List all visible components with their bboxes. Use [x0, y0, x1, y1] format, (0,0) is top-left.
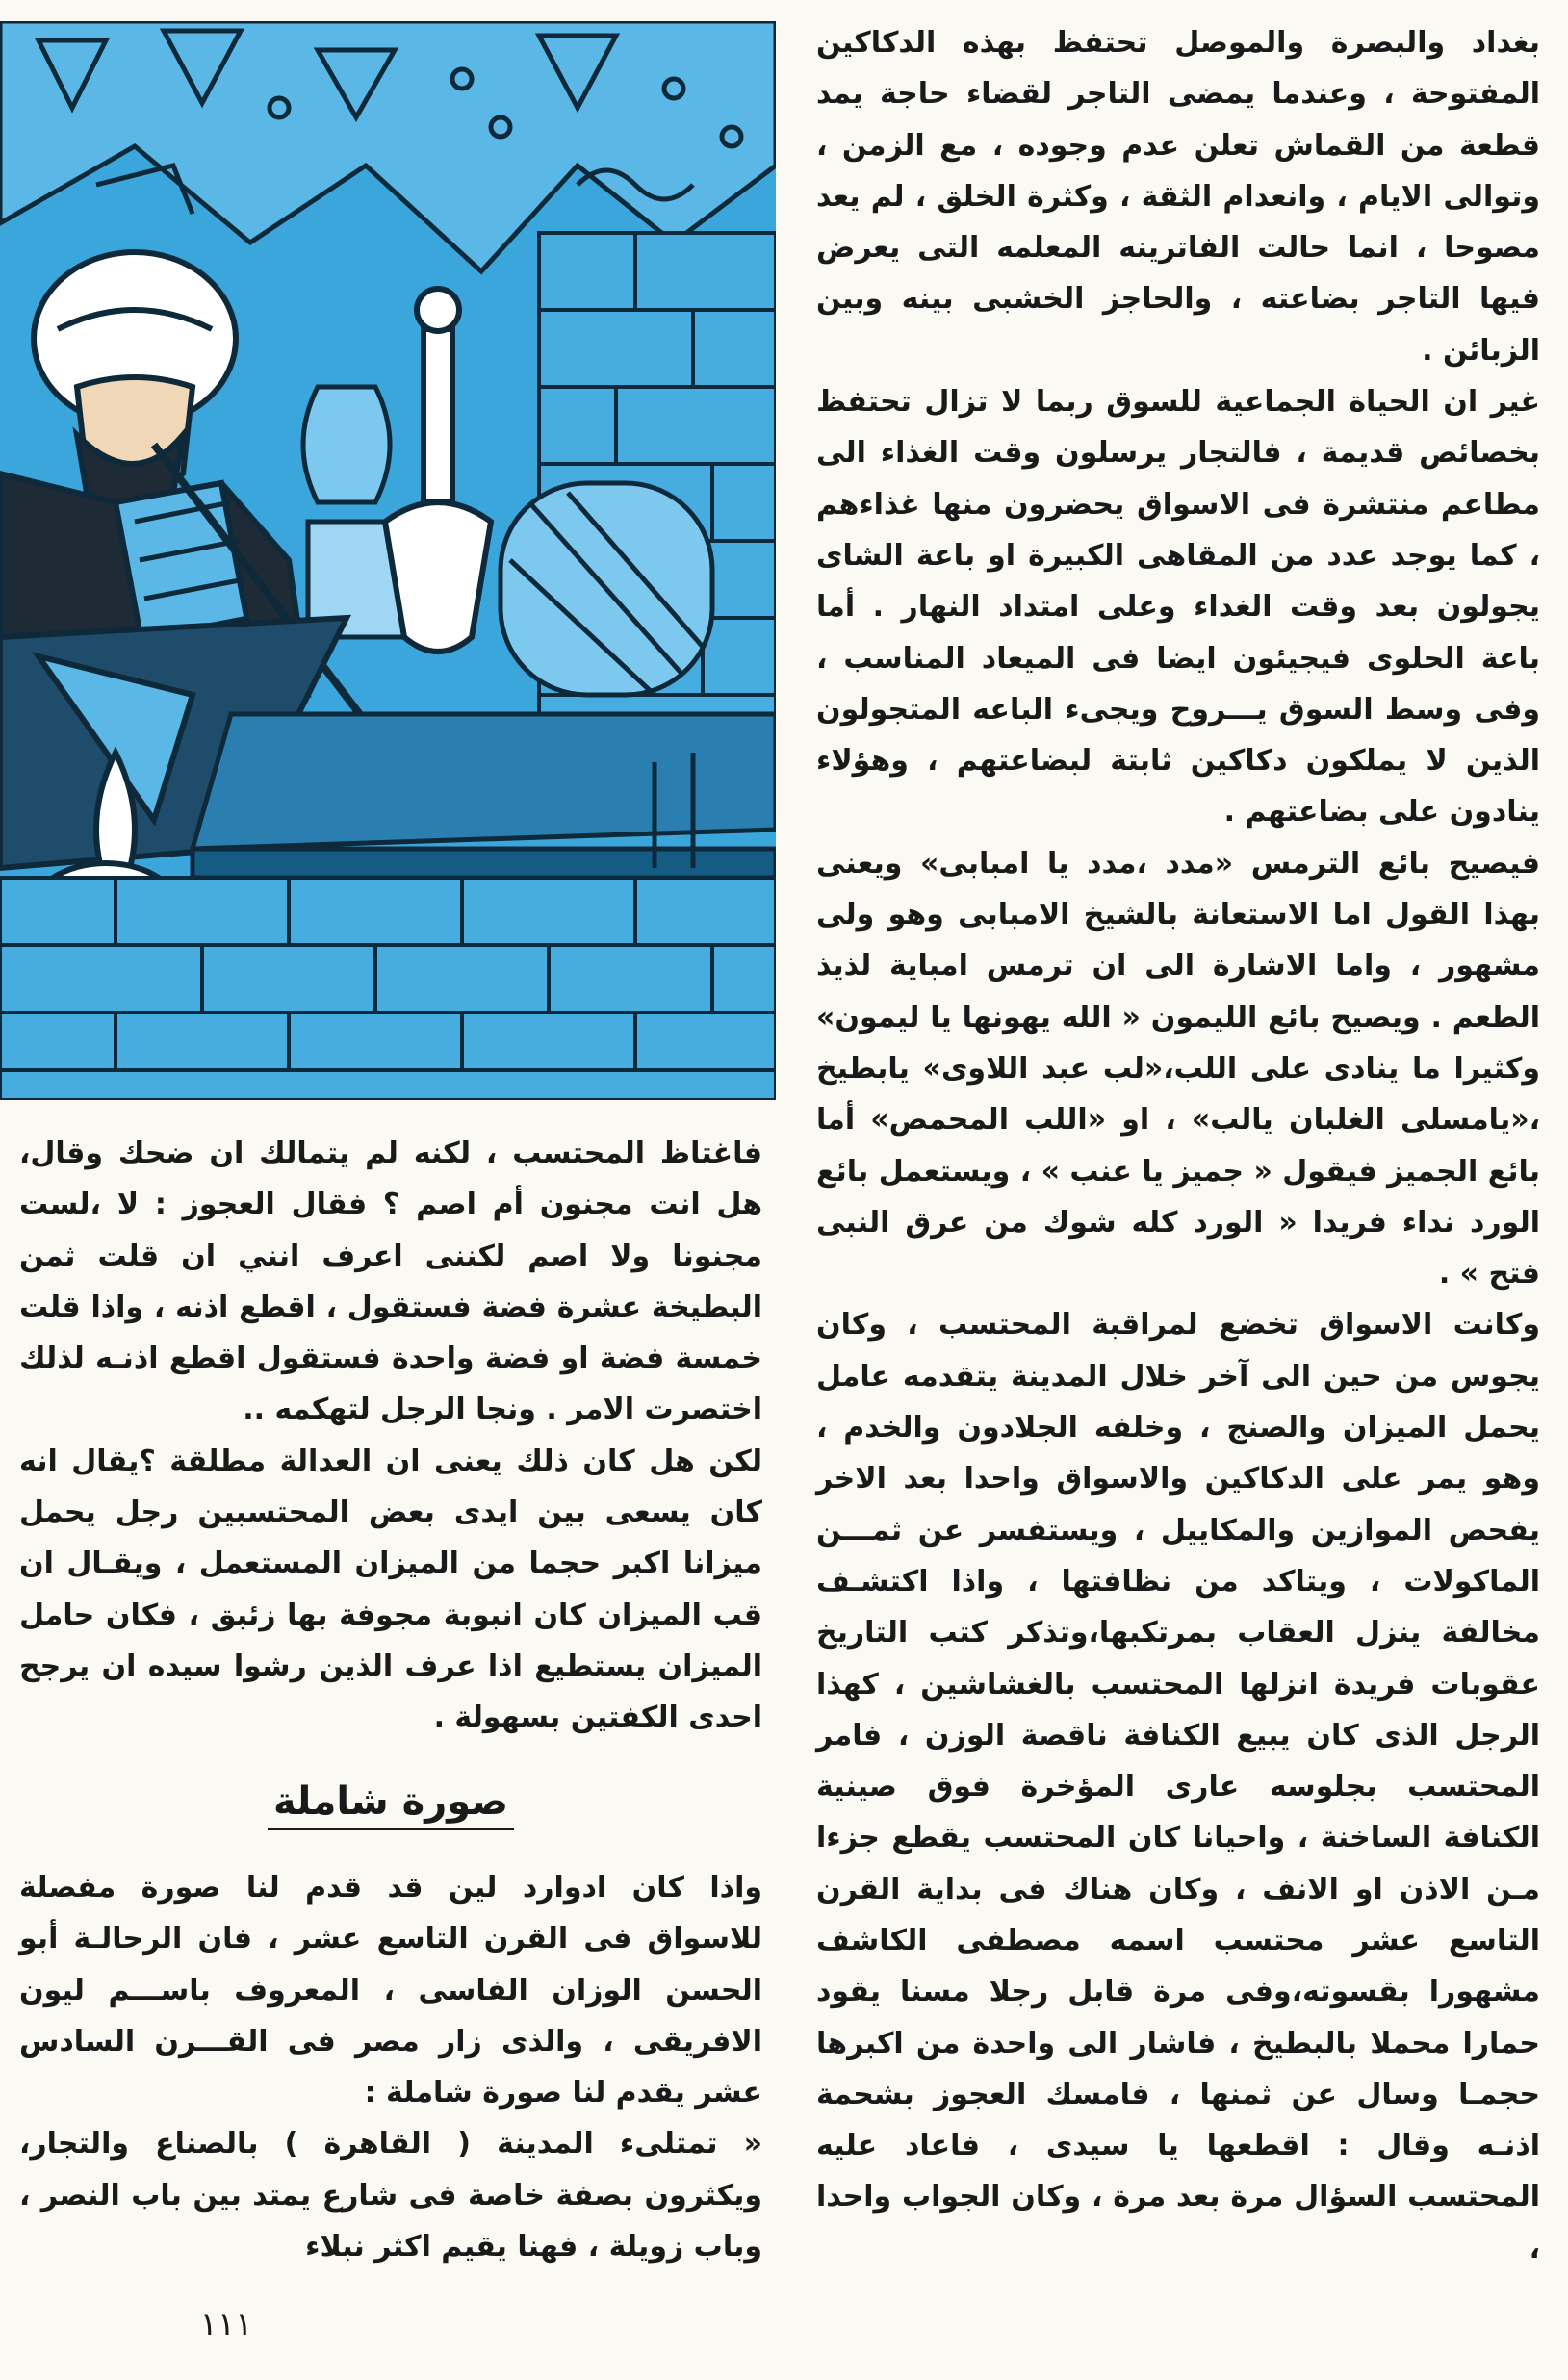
- illustration-coffeehouse: [0, 21, 776, 1100]
- subheading-text: صورة شاملة: [268, 1779, 514, 1830]
- article-column-left-bottom: [19, 1862, 762, 2272]
- illustration-drawing: [0, 21, 776, 1100]
- page-number: ١١١: [199, 2305, 253, 2343]
- paragraph: بغداد والبصرة والموصل تحتفظ بهذه الدكاكين المفتوحة ، وعندما يمضى التاجر لقضاء حاجة يمد قطعة من القماش تعلن عدم وجوده ، مع الزمن ، وتوالى الايام ، وانعدام الثقة ، وكثرة الخلق ، لم يعد مصوحا ، انما حالت الفاترينه المعلمه التى يعرض فيها التاجر بضاعته ، والحاجز الخشبى بينه وبين الزبائن .: [816, 26, 1540, 368]
- article-column-right: [816, 17, 1540, 2274]
- paragraph: لكن هل كان ذلك يعنى ان العدالة مطلقة ؟يقال انه كان يسعى بين ايدى بعض المحتسبين رجل يحمل ميزانا اكبر حجما من الميزان المستعمل ، ويقـال ان قب الميزان كان انبوبة مجوفة بها زئبق ، فكان حامل الميزان يستطيع اذا عرف الذين رشوا سيده ان يرجح احدى الكفتين بسهولة .: [19, 1444, 762, 1735]
- paragraph: وكانت الاسواق تخضع لمراقبة المحتسب ، وكان يجوس من حين الى آخر خلال المدينة يتقدمه عامل يحمل الميزان والصنج ، وخلفه الجلادون والخدم ، وهو يمر على الدكاكين والاسواق واحدا بعد الاخر يفحص الموازين والمكاييل ، ويستفسر عن ثمـــن الماكولات ، ويتاكد من نظافتها ، واذا اكتشـف مخالفة ينزل العقاب بمرتكبها،وتذكر كتب التاريخ عقوبات فريدة انزلها المحتسب بالغشاشين ، كهذا الرجل الذى كان يبيع الكنافة ناقصة الوزن ، فامر المحتسب بجلوسه عارى المؤخرة فوق صينية الكنافة الساخنة ، واحيانا كان المحتسب يقطع جزءا مـن الاذن او الانف ، وكان هناك فى بداية القرن التاسع عشر محتسب اسمه مصطفى الكاشف مشهورا بقسوته،وفى مرة قابل رجلا مسنا يقود حمارا محملا بالبطيخ ، فاشار الى واحدة من اكبرها حجمـا وسال عن ثمنها ، فامسك العجوز بشحمة اذنـه وقال : اقطعها يا سيدى ، فاعاد عليه المحتسب السؤال مرة بعد مرة ، وكان الجواب واحدا ،: [816, 1308, 1540, 2265]
- paragraph: غير ان الحياة الجماعية للسوق ربما لا تزال تحتفظ بخصائص قديمة ، فالتجار يرسلون وقت الغذاء الى مطاعم منتشرة فى الاسواق يحضرون منها غذاءهم ، كما يوجد عدد من المقاهى الكبيرة او باعة الشاى يجولون بعد وقت الغداء وعلى امتداد النهار . أما باعة الحلوى فيجيئون ايضا فى الميعاد المناسب ، وفى وسط السوق يـــروح ويجىء الباعه المتجولون الذين لا يملكون دكاكين ثابتة لبضاعتهم ، وهؤلاء ينادون على بضاعتهم .: [816, 385, 1540, 830]
- paragraph: « تمتلىء المدينة ( القاهرة ) بالصناع والتجار، ويكثرون بصفة خاصة فى شارع يمتد بين باب النصر ، وباب زويلة ، فهنا يقيم اكثر نبلاء: [19, 2127, 762, 2265]
- section-subheading: [19, 1773, 762, 1830]
- paragraph: فيصيح بائع الترمس «مدد ،مدد يا امبابى» ويعنى بهذا القول اما الاستعانة بالشيخ الامبابى وهو ولى مشهور ، واما الاشارة الى ان ترمس امباية لذيذ الطعم . ويصيح بائع الليمون « الله يهونها يا ليمون» وكثيرا ما ينادى على اللب،«لب عبد اللاوى» يابطيخ ،«يامسلى الغلبان يالب» ، او «اللب المحمص» أما بائع الجميز فيقول « جميز يا عنب » ، ويستعمل بائع الورد نداء فريدا « الورد كله شوك من عرق النبى فتح » .: [816, 846, 1540, 1292]
- paragraph: واذا كان ادوارد لين قد قدم لنا صورة مفصلة للاسواق فى القرن التاسع عشر ، فان الرحالـة أبو الحسن الوزان الفاسى ، المعروف باســـم ليون الافريقى ، والذى زار مصر فى القـــرن السادس عشر يقدم لنا صورة شاملة :: [19, 1871, 762, 2111]
- article-column-left-top: [19, 1128, 762, 1744]
- paragraph: فاغتاظ المحتسب ، لكنه لم يتمالك ان ضحك وقال، هل انت مجنون أم اصم ؟ فقال العجوز : لا ،لست مجنونا ولا اصم لكننى اعرف انني ان قلت ثمن البطيخة عشرة فضة فستقول ، اقطع اذنه ، واذا قلت خمسة فضة او فضة واحدة فستقول اقطع اذنـه لذلك اختصرت الامر . ونجا الرجل لتهكمه ..: [19, 1137, 762, 1427]
